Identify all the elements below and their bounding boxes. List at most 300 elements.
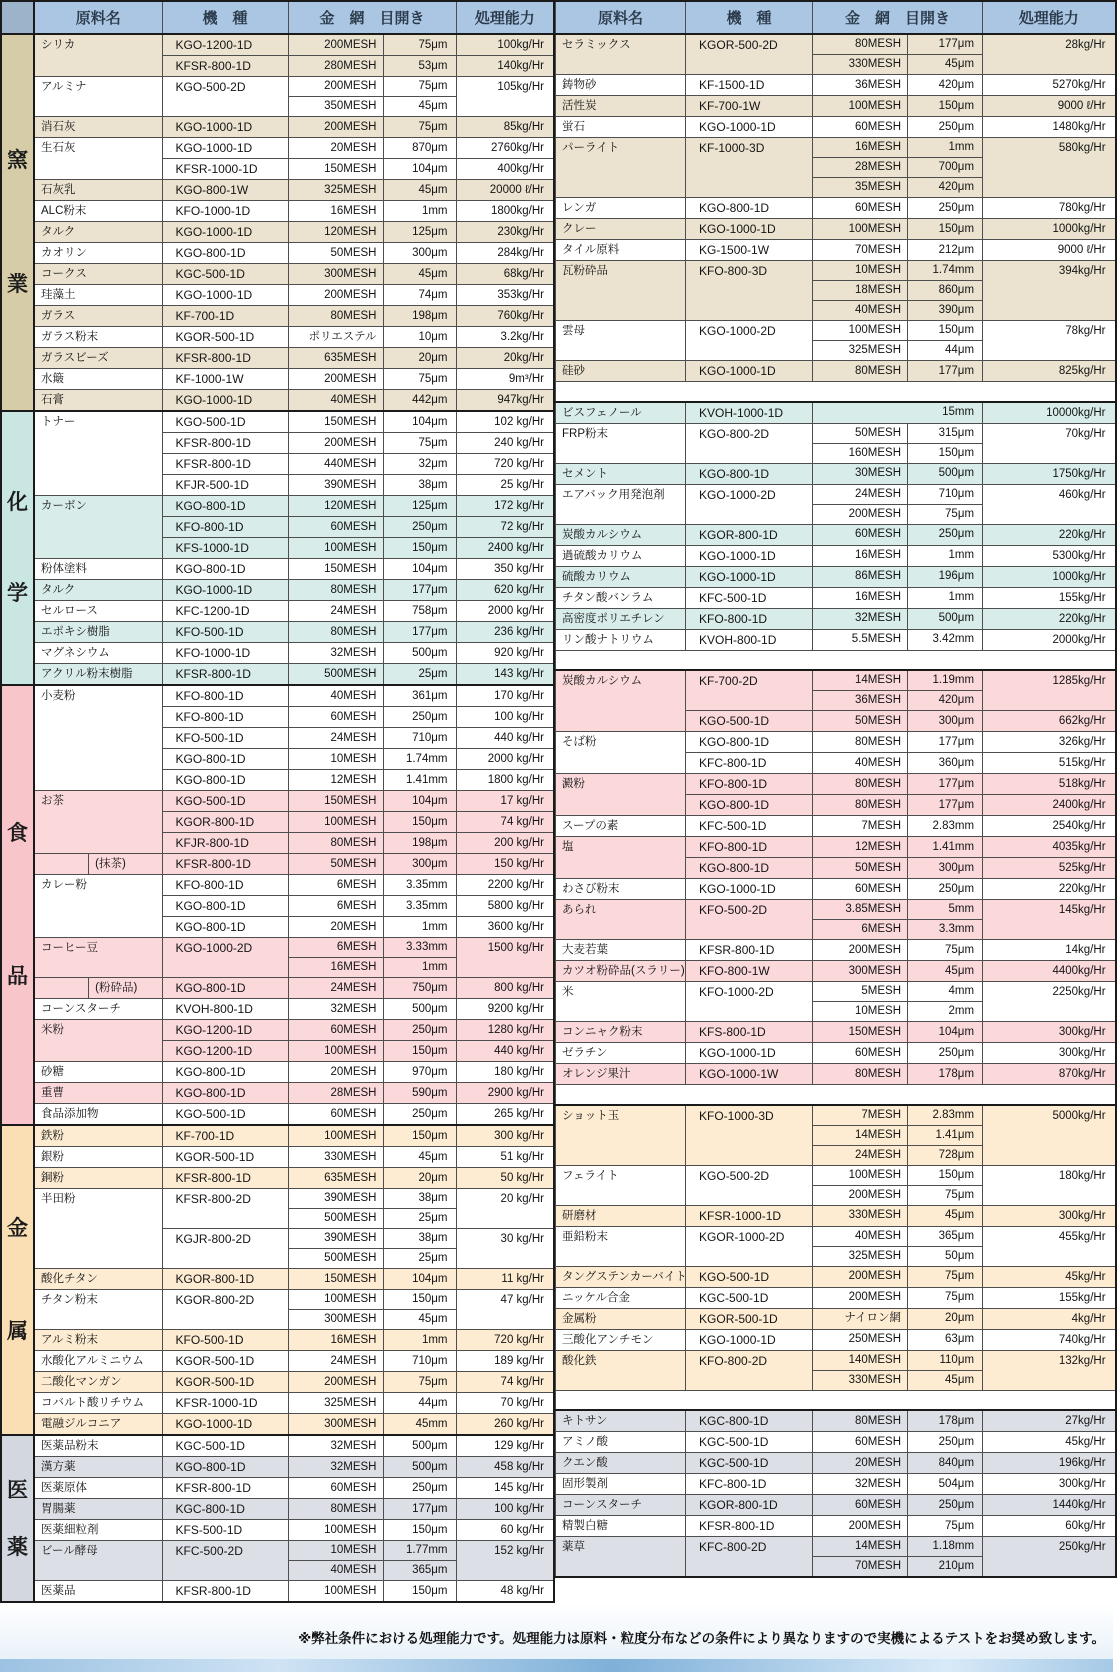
machine-cell: KFO-1000-3D [686,1105,813,1166]
capacity-cell: 1500 kg/Hr [456,938,554,978]
category-label-kinzoku [1,1125,34,1435]
material-cell: フェライト [556,1165,686,1205]
capacity-cell: 132kg/Hr [983,1350,1116,1390]
capacity-cell: 102 kg/Hr [456,411,554,433]
mesh-cell: 80MESH [288,580,383,601]
col-header-capacity: 処理能力 [456,1,554,34]
material-cell: 蛍石 [556,117,686,138]
mesh-cell: 200MESH [813,504,908,524]
capacity-cell: 580kg/Hr [983,138,1116,198]
machine-cell: KF-1500-1D [686,75,813,96]
machine-cell: KGO-800-1D [162,896,288,917]
capacity-cell: 74 kg/Hr [456,1372,554,1393]
machine-cell: KGO-800-1D [162,978,288,999]
mesh-cell: 140MESH [813,1350,908,1370]
capacity-cell: 74 kg/Hr [456,812,554,833]
capacity-cell: 720 kg/Hr [456,1330,554,1351]
opening-cell: 300μm [908,858,983,879]
mesh-cell: 330MESH [813,1205,908,1226]
opening-cell: 250μm [908,198,983,219]
opening-cell: 500μm [908,608,983,629]
material-cell: トナー [34,411,162,496]
mesh-cell: 200MESH [288,117,383,138]
mesh-cell: 120MESH [288,222,383,243]
opening-cell: 75μm [383,34,456,56]
mesh-cell: 12MESH [288,770,383,791]
opening-cell: 45μm [383,180,456,201]
machine-cell: KGO-1200-1D [162,1020,288,1041]
capacity-cell: 72 kg/Hr [456,517,554,538]
opening-cell: 3.35mm [383,896,456,917]
opening-cell: 1.41mm [383,770,456,791]
capacity-cell: 662kg/Hr [983,711,1116,732]
capacity-cell: 180 kg/Hr [456,1062,554,1083]
mesh-cell: 40MESH [288,685,383,707]
machine-cell: KFO-500-1D [162,728,288,749]
opening-cell: 38μm [383,1189,456,1209]
machine-cell: KFO-800-1W [686,961,813,982]
opening-cell: 15mm [813,402,983,424]
material-cell: 半田粉 [34,1189,162,1269]
opening-cell: 504μm [908,1474,983,1495]
opening-cell: 1.41μm [908,1125,983,1145]
machine-cell: KFSR-800-1D [162,1168,288,1189]
opening-cell: 150μm [383,1290,456,1310]
col-header-capacity: 処理能力 [983,1,1116,34]
mesh-cell: 200MESH [288,285,383,306]
mesh-cell: 6MESH [288,875,383,896]
capacity-cell: 1800kg/Hr [456,201,554,222]
machine-cell: KGC-800-1D [686,1410,813,1432]
mesh-cell: 200MESH [288,433,383,454]
capacity-cell: 25 kg/Hr [456,475,554,496]
machine-cell: KGC-800-1D [162,1499,288,1520]
opening-cell: 150μm [383,538,456,559]
mesh-cell: 150MESH [288,411,383,433]
opening-cell: 210μm [908,1557,983,1578]
capacity-cell: 4400kg/Hr [983,961,1116,982]
capacity-cell: 620 kg/Hr [456,580,554,601]
spec-table-left [0,0,555,1603]
mesh-cell: 350MESH [288,97,383,117]
material-cell: カツオ粉砕品(スラリー) [556,961,686,982]
capacity-cell: 9000 ℓ/Hr [983,96,1116,117]
machine-cell: KGOR-800-1D [162,812,288,833]
mesh-cell: 28MESH [288,1083,383,1104]
machine-cell: KFC-500-1D [686,587,813,608]
mesh-cell: 50MESH [288,854,383,875]
material-cell: 酸化鉄 [556,1350,686,1390]
footer-note: ※弊社条件における処理能力です。処理能力は原料・粒度分布などの条件により異なりますので実機によるテストをお奨め致します。 [298,1631,1105,1646]
opening-cell: 1mm [908,138,983,158]
mesh-cell: 250MESH [813,1329,908,1350]
machine-cell: KFC-800-2D [686,1537,813,1578]
machine-cell: KGO-1000-1D [686,219,813,240]
material-cell: エアバック用発泡剤 [556,484,686,524]
col-header-material: 原料名 [556,1,686,34]
capacity-cell: 145kg/Hr [983,900,1116,940]
opening-cell: 250μm [383,1020,456,1041]
mesh-cell: 200MESH [813,1287,908,1308]
mesh-cell: 500MESH [288,1249,383,1269]
machine-cell: KFO-800-3D [686,261,813,321]
mesh-cell: 200MESH [813,940,908,961]
opening-cell: 125μm [383,222,456,243]
opening-cell: 177μm [383,580,456,601]
opening-cell: 45μm [383,264,456,285]
machine-cell: KFSR-800-1D [162,1581,288,1603]
opening-cell: 45μm [908,1370,983,1390]
machine-cell: KFC-800-1D [686,753,813,774]
capacity-cell: 78kg/Hr [983,321,1116,361]
mesh-cell: 40MESH [813,301,908,321]
opening-cell: 177μm [383,1499,456,1520]
machine-cell: KGO-800-1D [162,1083,288,1104]
opening-cell: 45μm [908,1205,983,1226]
mesh-cell: 60MESH [288,1104,383,1126]
mesh-cell: 60MESH [813,879,908,900]
mesh-cell: 120MESH [288,496,383,517]
opening-cell: 25μm [383,664,456,686]
material-cell: 薬草 [556,1537,686,1578]
capacity-cell: 5270kg/Hr [983,75,1116,96]
opening-cell: 1mm [383,917,456,938]
machine-cell: KFO-800-1D [686,774,813,795]
machine-cell: KFC-500-2D [162,1541,288,1581]
capacity-cell: 200 kg/Hr [456,833,554,854]
opening-cell: 3.35mm [383,875,456,896]
material-cell: そば粉 [556,732,686,774]
machine-cell: KGOR-1000-2D [686,1226,813,1266]
capacity-cell: 1750kg/Hr [983,463,1116,484]
material-cell: 炭酸カルシウム [556,524,686,545]
opening-cell: 710μm [908,484,983,504]
material-cell: 大麦若葉 [556,940,686,961]
capacity-cell: 143 kg/Hr [456,664,554,686]
capacity-cell: 9000 ℓ/Hr [983,240,1116,261]
material-cell: コーヒー豆 [34,938,162,978]
capacity-cell: 800 kg/Hr [456,978,554,999]
material-cell: ニッケル合金 [556,1287,686,1308]
capacity-cell: 27kg/Hr [983,1410,1116,1432]
mesh-cell: 330MESH [813,1370,908,1390]
capacity-cell: 300kg/Hr [983,1022,1116,1043]
mesh-cell: ポリエステル [288,327,383,348]
mesh-cell: 32MESH [288,999,383,1020]
material-cell: わさび粉末 [556,879,686,900]
machine-cell: KGO-500-1D [162,411,288,433]
capacity-cell: 825kg/Hr [983,361,1116,382]
capacity-cell: 236 kg/Hr [456,622,554,643]
machine-cell: KGO-1000-1D [162,138,288,159]
opening-cell: 20μm [383,348,456,369]
mesh-cell: 60MESH [288,1478,383,1499]
opening-cell: 150μm [383,812,456,833]
capacity-cell: 155kg/Hr [983,587,1116,608]
machine-cell: KGOR-800-1D [686,1495,813,1516]
material-cell: 硫酸カリウム [556,566,686,587]
machine-cell: KGO-1000-1D [162,117,288,138]
opening-cell: 104μm [383,1269,456,1290]
mesh-cell: 60MESH [288,517,383,538]
capacity-cell: 170 kg/Hr [456,685,554,707]
opening-cell: 500μm [383,1457,456,1478]
opening-cell: 150μm [908,321,983,341]
opening-cell: 38μm [383,1229,456,1249]
capacity-cell: 1000kg/Hr [983,219,1116,240]
opening-cell: 700μm [908,158,983,178]
capacity-cell: 129 kg/Hr [456,1435,554,1457]
mesh-cell: 200MESH [288,1372,383,1393]
mesh-cell: 325MESH [813,341,908,361]
material-cell: ゼラチン [556,1043,686,1064]
machine-cell: KF-700-1D [162,1125,288,1147]
mesh-cell: 10MESH [288,749,383,770]
mesh-cell: 50MESH [813,711,908,732]
opening-cell: 75μm [908,1185,983,1205]
material-cell: 電融ジルコニア [34,1414,162,1436]
material-cell: ガラスビーズ [34,348,162,369]
capacity-cell: 20kg/Hr [456,348,554,369]
opening-cell: 4mm [908,982,983,1002]
category-char: 医 [7,1478,28,1502]
material-cell: 銅粉 [34,1168,162,1189]
material-cell: 研磨材 [556,1205,686,1226]
opening-cell: 177μm [908,795,983,816]
capacity-cell: 5300kg/Hr [983,545,1116,566]
machine-cell: KGO-800-1D [162,917,288,938]
opening-cell: 150μm [908,96,983,117]
material-cell: 二酸化マンガン [34,1372,162,1393]
mesh-cell: 16MESH [813,545,908,566]
capacity-cell: 45kg/Hr [983,1432,1116,1453]
mesh-cell: 14MESH [813,1537,908,1557]
material-cell: 水酸化アルミニウム [34,1351,162,1372]
opening-cell: 10μm [383,327,456,348]
opening-cell: 178μm [908,1064,983,1085]
mesh-cell: 16MESH [813,138,908,158]
machine-cell: KGOR-500-1D [162,1372,288,1393]
material-cell [34,978,162,999]
mesh-cell: 100MESH [288,1041,383,1062]
material-cell: ショット玉 [556,1105,686,1166]
mesh-cell: 60MESH [813,524,908,545]
machine-cell: KGJR-800-2D [162,1229,288,1269]
mesh-cell: 50MESH [813,423,908,443]
machine-cell: KFSR-800-1D [162,433,288,454]
capacity-cell: 300 kg/Hr [456,1125,554,1147]
machine-cell: KGO-500-2D [686,1165,813,1205]
capacity-cell: 105kg/Hr [456,77,554,117]
category-label-yogyo [1,34,34,411]
capacity-cell: 220kg/Hr [983,879,1116,900]
capacity-cell: 5000kg/Hr [983,1105,1116,1166]
mesh-cell: 20MESH [813,1453,908,1474]
corner-cell [1,1,34,34]
opening-cell: 500μm [383,643,456,664]
col-header-mesh-opening: 金 網 目開き [288,1,456,34]
mesh-cell: 16MESH [288,201,383,222]
capacity-cell: 440 kg/Hr [456,1041,554,1062]
mesh-cell: 60MESH [813,117,908,138]
material-cell: カレー粉 [34,875,162,938]
mesh-cell: 150MESH [288,559,383,580]
opening-cell: 104μm [908,1022,983,1043]
capacity-cell: 1440kg/Hr [983,1495,1116,1516]
machine-cell: KFO-800-1D [686,837,813,858]
material-cell: シリカ [34,34,162,77]
mesh-cell: 12MESH [813,837,908,858]
mesh-cell: 5.5MESH [813,629,908,650]
opening-cell: 75μm [908,1287,983,1308]
opening-cell: 150μm [383,1520,456,1541]
opening-cell: 3.33mm [383,938,456,958]
capacity-cell: 284kg/Hr [456,243,554,264]
opening-cell: 250μm [908,1432,983,1453]
capacity-cell: 2000 kg/Hr [456,749,554,770]
mesh-cell: 100MESH [288,1581,383,1603]
empty-row-cell [556,382,1116,402]
mesh-cell: 50MESH [288,243,383,264]
opening-cell: 150μm [383,1581,456,1603]
machine-cell: KFO-1000-1D [162,201,288,222]
machine-cell: KGO-1000-1D [686,879,813,900]
capacity-cell: 2400kg/Hr [983,795,1116,816]
machine-cell: KF-700-1D [162,306,288,327]
machine-cell: KFSR-1000-1D [162,1393,288,1414]
category-char: 金 [7,1216,28,1240]
capacity-cell: 458 kg/Hr [456,1457,554,1478]
mesh-cell: 60MESH [813,198,908,219]
machine-cell: KFSR-800-1D [686,940,813,961]
opening-cell: 840μm [908,1453,983,1474]
machine-cell: KGOR-800-1D [162,1269,288,1290]
capacity-cell: 455kg/Hr [983,1226,1116,1266]
machine-cell: KGO-1000-1D [686,361,813,382]
mesh-cell: 100MESH [288,538,383,559]
material-cell: 珪藻土 [34,285,162,306]
mesh-cell: 390MESH [288,475,383,496]
capacity-cell: 2000kg/Hr [983,629,1116,650]
material-cell [34,854,162,875]
material-cell: カーボン [34,496,162,559]
mesh-cell: 40MESH [288,390,383,412]
machine-cell: KFO-800-1D [162,875,288,896]
empty-row-cell [556,650,1116,670]
material-cell: 医薬品 [34,1581,162,1603]
material-cell: 塩 [556,837,686,879]
mesh-cell: 325MESH [288,180,383,201]
capacity-cell: 260 kg/Hr [456,1414,554,1436]
opening-cell: 75μm [383,369,456,390]
material-cell: 炭酸カルシウム [556,670,686,732]
material-cell: アクリル粉末樹脂 [34,664,162,686]
opening-cell: 300μm [908,711,983,732]
material-cell: コーンスターチ [556,1495,686,1516]
capacity-cell: 4035kg/Hr [983,837,1116,858]
material-cell: 金属粉 [556,1308,686,1329]
mesh-cell: 24MESH [288,601,383,622]
capacity-cell: 11 kg/Hr [456,1269,554,1290]
material-cell: 米粉 [34,1020,162,1062]
opening-cell: 45μm [908,961,983,982]
opening-cell: 300μm [383,243,456,264]
mesh-cell: 440MESH [288,454,383,475]
machine-cell: KFSR-800-1D [686,1516,813,1537]
material-cell: 酸化チタン [34,1269,162,1290]
mesh-cell: 100MESH [288,1520,383,1541]
mesh-cell: 330MESH [813,55,908,75]
material-cell: 食品添加物 [34,1104,162,1126]
mesh-cell: 14MESH [813,670,908,691]
mesh-cell: 100MESH [813,321,908,341]
opening-cell: 104μm [383,411,456,433]
opening-cell: 178μm [908,1410,983,1432]
machine-cell: KFSR-800-1D [162,348,288,369]
material-cell: アミノ酸 [556,1432,686,1453]
opening-cell: 360μm [908,753,983,774]
material-cell: 水簸 [34,369,162,390]
col-header-machine: 機 種 [162,1,288,34]
opening-cell: 365μm [908,1226,983,1246]
opening-cell: 1.18mm [908,1537,983,1557]
capacity-cell: 220kg/Hr [983,524,1116,545]
mesh-cell: 10MESH [813,1002,908,1022]
material-cell: 胃腸薬 [34,1499,162,1520]
capacity-cell: 265 kg/Hr [456,1104,554,1126]
mesh-cell: 40MESH [813,753,908,774]
opening-cell: 74μm [383,285,456,306]
opening-cell: 45mm [383,1414,456,1436]
category-label-iyaku [1,1435,34,1602]
mesh-cell: 16MESH [288,1330,383,1351]
opening-cell: 5mm [908,900,983,920]
machine-cell: KGO-800-1D [162,243,288,264]
mesh-cell: 100MESH [288,812,383,833]
opening-cell: 63μm [908,1329,983,1350]
empty-row-cell [556,1085,1116,1105]
material-cell: 三酸化アンチモン [556,1329,686,1350]
machine-cell: KFO-800-1D [162,707,288,728]
machine-cell: KGO-1000-1D [162,580,288,601]
opening-cell: 1.19mm [908,670,983,691]
sub-material-box [88,853,161,874]
mesh-cell: 24MESH [813,484,908,504]
machine-cell: KGOR-800-1D [686,524,813,545]
machine-cell: KGOR-500-1D [162,327,288,348]
sub-material-box [88,977,161,998]
opening-cell: 750μm [383,978,456,999]
mesh-cell: 80MESH [813,34,908,55]
capacity-cell: 947kg/Hr [456,390,554,412]
machine-cell: KFC-500-1D [686,816,813,837]
material-cell: エポキシ樹脂 [34,622,162,643]
machine-cell: KFS-1000-1D [162,538,288,559]
material-cell: ALC粉末 [34,201,162,222]
machine-cell: KF-700-2D [686,670,813,711]
material-cell: レンガ [556,198,686,219]
capacity-cell: 100kg/Hr [456,34,554,56]
capacity-cell: 2200 kg/Hr [456,875,554,896]
opening-cell: 590μm [383,1083,456,1104]
mesh-cell: 28MESH [813,158,908,178]
material-cell: セメント [556,463,686,484]
machine-cell: KGC-500-1D [686,1453,813,1474]
capacity-cell: 870kg/Hr [983,1064,1116,1085]
capacity-cell: 780kg/Hr [983,198,1116,219]
mesh-cell: 40MESH [813,1226,908,1246]
machine-cell: KG-1500-1W [686,240,813,261]
